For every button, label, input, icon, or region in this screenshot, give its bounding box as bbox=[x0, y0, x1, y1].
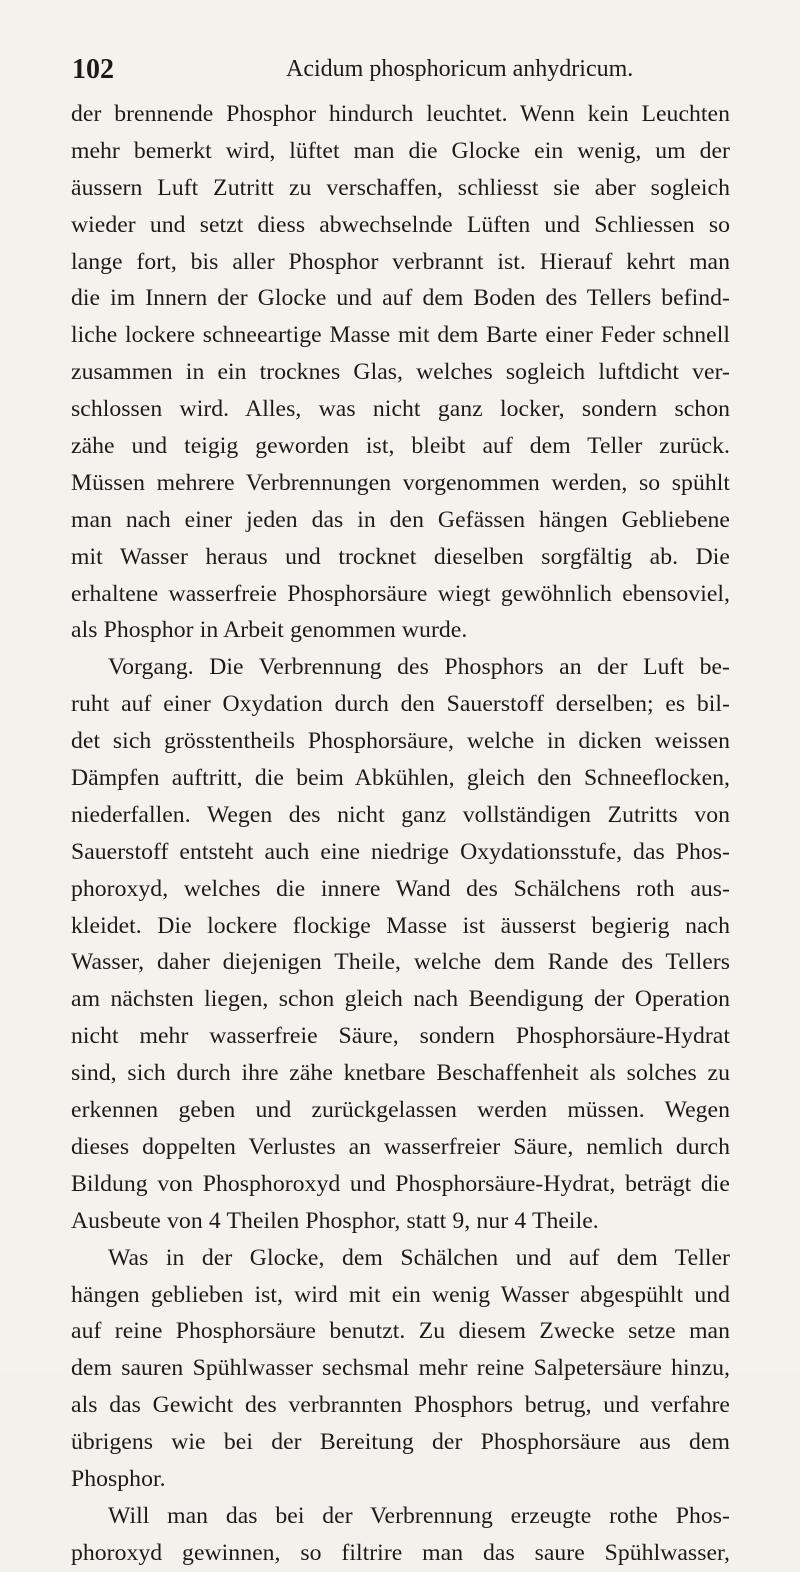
text-line: hängen geblieben ist, wird mit ein wenig Wasser abgespühlt und bbox=[71, 1281, 730, 1308]
text-line: am nächsten liegen, schon gleich nach Beendigung der Operation bbox=[71, 986, 730, 1013]
text-line: niederfallen. Wegen des nicht ganz vollständigen Zutritts von bbox=[71, 801, 730, 828]
text-line: zähe und teigig geworden ist, bleibt auf dem Teller zurück. bbox=[71, 433, 730, 460]
text-line: lange fort, bis aller Phosphor verbrannt ist. Hierauf kehrt man bbox=[71, 248, 730, 275]
text-line: Sauerstoff entsteht auch eine niedrige Oxydationsstufe, das Phos- bbox=[71, 838, 730, 865]
running-title: Acidum phosphoricum anhydricum. bbox=[286, 56, 634, 82]
text-line: mehr bemerkt wird, lüftet man die Glocke ein wenig, um der bbox=[71, 137, 730, 164]
body-text bbox=[71, 96, 730, 1572]
text-line: als das Gewicht des verbrannten Phosphors betrug, und verfahre bbox=[71, 1392, 730, 1419]
text-line: äussern Luft Zutritt zu verschaffen, schliesst sie aber sogleich bbox=[71, 174, 730, 201]
text-line: als Phosphor in Arbeit genommen wurde. bbox=[71, 617, 468, 644]
text-line: schlossen wird. Alles, was nicht ganz locker, sondern schon bbox=[71, 396, 730, 423]
text-line: Phosphor. bbox=[71, 1465, 166, 1492]
text-line: phoroxyd gewinnen, so filtrire man das saure Spühlwasser, bbox=[71, 1539, 730, 1566]
text-line: phoroxyd, welches die innere Wand des Schälchens roth aus- bbox=[71, 875, 730, 902]
text-line: übrigens wie bei der Bereitung der Phosphorsäure aus dem bbox=[71, 1429, 730, 1456]
text-line: erhaltene wasserfreie Phosphorsäure wiegt gewöhnlich ebensoviel, bbox=[71, 580, 730, 607]
text-line: mit Wasser heraus und trocknet dieselben sorgfältig ab. Die bbox=[71, 543, 730, 570]
page-number: 102 bbox=[72, 54, 114, 85]
text-line: zusammen in ein trocknes Glas, welches sogleich luftdicht ver- bbox=[71, 359, 730, 386]
text-line: nicht mehr wasserfreie Säure, sondern Phosphorsäure-Hydrat bbox=[71, 1023, 730, 1050]
text-line: Wasser, daher diejenigen Theile, welche dem Rande des Tellers bbox=[71, 949, 730, 976]
text-line: Ausbeute von 4 Theilen Phosphor, statt 9, nur 4 Theile. bbox=[71, 1207, 599, 1234]
text-line: der brennende Phosphor hindurch leuchtet. Wenn kein Leuchten bbox=[71, 101, 730, 127]
text-line: ruht auf einer Oxydation durch den Sauerstoff derselben; es bil- bbox=[71, 691, 730, 718]
text-line: sind, sich durch ihre zähe knetbare Beschaffenheit als solches zu bbox=[71, 1060, 730, 1087]
page-header bbox=[72, 54, 732, 86]
text-line: Bildung von Phosphoroxyd und Phosphorsäure-Hydrat, beträgt die bbox=[71, 1170, 730, 1197]
text-line: Will man das bei der Verbrennung erzeugte rothe Phos- bbox=[108, 1502, 730, 1529]
text-line: die im Innern der Glocke und auf dem Boden des Tellers befind- bbox=[71, 285, 730, 312]
text-line: dem sauren Spühlwasser sechsmal mehr reine Salpetersäure hinzu, bbox=[71, 1355, 730, 1382]
text-line: erkennen geben und zurückgelassen werden müssen. Wegen bbox=[71, 1097, 730, 1124]
text-line: Vorgang. Die Verbrennung des Phosphors an der Luft be- bbox=[108, 654, 730, 681]
text-line: auf reine Phosphorsäure benutzt. Zu diesem Zwecke setze man bbox=[71, 1318, 730, 1345]
text-line: man nach einer jeden das in den Gefässen hängen Gebliebene bbox=[71, 506, 730, 533]
text-line: wieder und setzt diess abwechselnde Lüften und Schliessen so bbox=[71, 211, 730, 238]
text-line: liche lockere schneeartige Masse mit dem Barte einer Feder schnell bbox=[71, 322, 730, 349]
text-line: det sich grösstentheils Phosphorsäure, welche in dicken weissen bbox=[71, 728, 730, 755]
text-line: Was in der Glocke, dem Schälchen und auf dem Teller bbox=[108, 1244, 730, 1271]
text-line: Dämpfen auftritt, die beim Abkühlen, gleich den Schneeflocken, bbox=[71, 765, 730, 792]
text-line: dieses doppelten Verlustes an wasserfreier Säure, nemlich durch bbox=[71, 1133, 730, 1160]
text-line: kleidet. Die lockere flockige Masse ist äusserst begierig nach bbox=[71, 912, 730, 939]
text-line: Müssen mehrere Verbrennungen vorgenommen werden, so spühlt bbox=[71, 469, 730, 496]
